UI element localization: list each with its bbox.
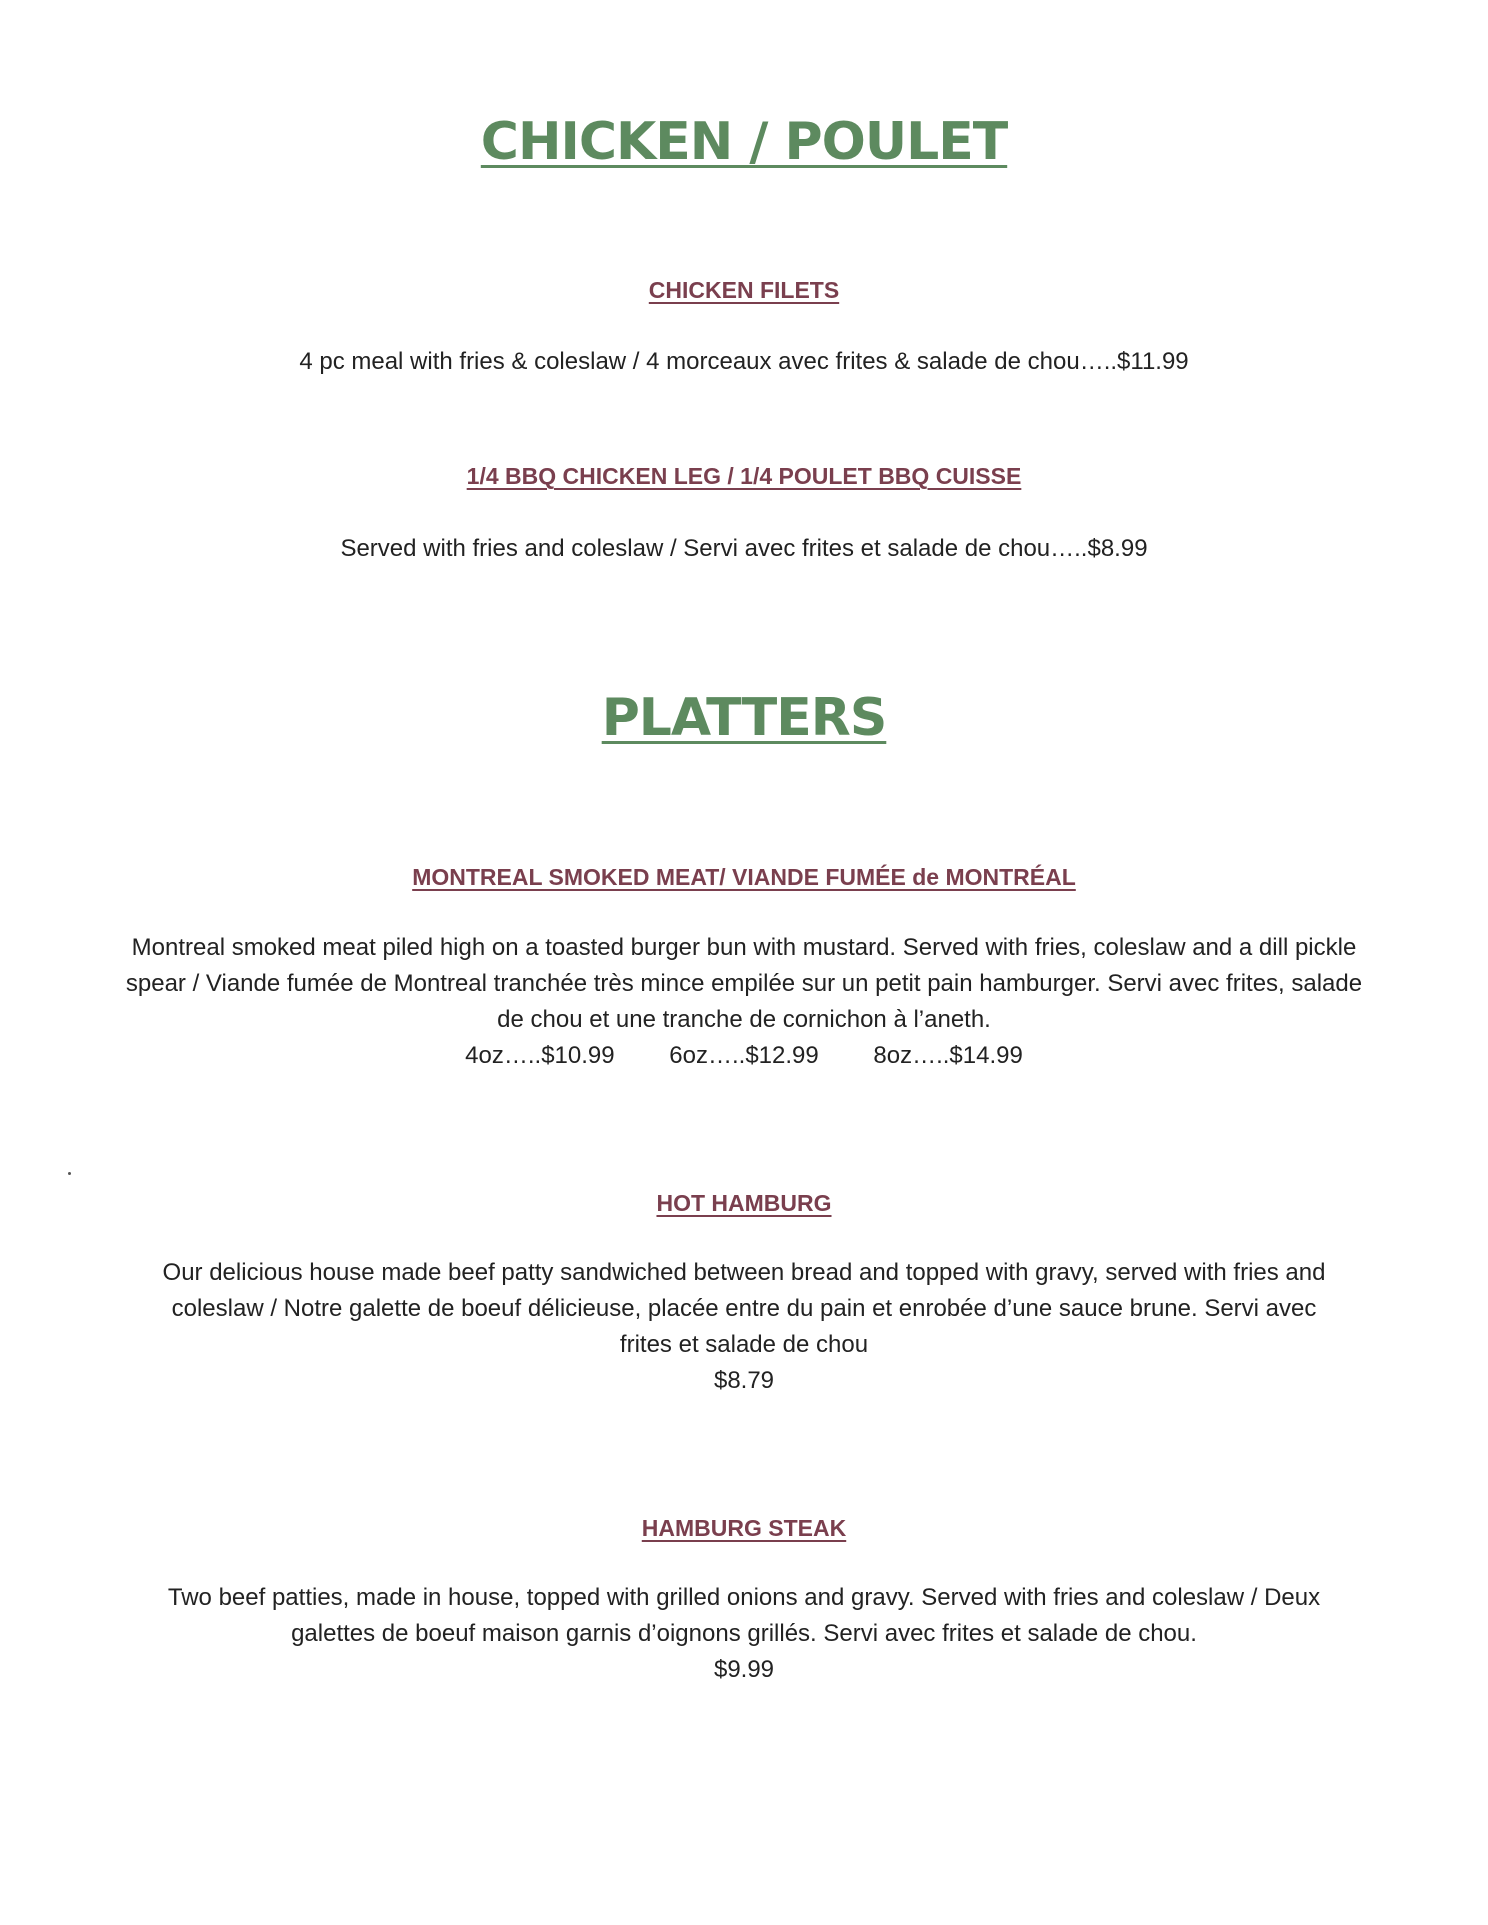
item-desc-montreal-smoked-meat <box>60 930 1428 1074</box>
item-title-hot-hamburg <box>0 1190 1488 1217</box>
desc-line: de chou et une tranche de cornichon à l’aneth. <box>497 1006 991 1033</box>
desc-line: coleslaw / Notre galette de boeuf délicieuse, placée entre du pain et enrobée d’une sauce brune. Servi avec <box>171 1295 1317 1322</box>
item-title-bbq-chicken-leg <box>0 463 1488 490</box>
section-title-platters <box>0 688 1488 748</box>
item-title-bbq-chicken-leg-text: 1/4 BBQ CHICKEN LEG / 1/4 POULET BBQ CUISSE <box>466 463 1022 489</box>
desc-line: frites et salade de chou <box>619 1331 869 1358</box>
price-6oz: 6oz…..$12.99 <box>669 1042 819 1069</box>
item-title-montreal-smoked-meat-text: MONTREAL SMOKED MEAT/ VIANDE FUMÉE de MONTRÉAL <box>412 864 1076 890</box>
desc-line: Montreal smoked meat piled high on a toasted burger bun with mustard. Served with fries, coleslaw and a dill pickle <box>131 934 1357 961</box>
scan-speck <box>68 1172 71 1175</box>
item-desc-hot-hamburg <box>60 1255 1428 1399</box>
item-desc-hamburg-steak <box>60 1580 1428 1688</box>
item-title-montreal-smoked-meat <box>0 864 1488 891</box>
item-title-hamburg-steak <box>0 1515 1488 1542</box>
price-hot-hamburg: $8.79 <box>713 1367 775 1394</box>
price-4oz: 4oz…..$10.99 <box>465 1042 615 1069</box>
desc-line: Two beef patties, made in house, topped with grilled onions and gravy. Served with fries and coleslaw / Deux <box>167 1584 1321 1611</box>
desc-line: Our delicious house made beef patty sandwiched between bread and topped with gravy, served with fries and <box>162 1259 1326 1286</box>
section-title-platters-text: PLATTERS <box>601 688 887 748</box>
desc-line: galettes de boeuf maison garnis d’oignons grillés. Servi avec frites et salade de chou. <box>291 1620 1197 1647</box>
desc-line: spear / Viande fumée de Montreal tranchée très mince empilée sur un petit pain hamburger. Servi avec frites, salade <box>125 970 1363 997</box>
item-desc-chicken-filets-text: 4 pc meal with fries & coleslaw / 4 morceaux avec frites & salade de chou…..$11.99 <box>299 348 1189 375</box>
section-title-chicken <box>0 112 1488 172</box>
item-title-chicken-filets <box>0 277 1488 304</box>
item-title-hot-hamburg-text: HOT HAMBURG <box>656 1190 832 1216</box>
item-title-chicken-filets-text: CHICKEN FILETS <box>648 277 840 303</box>
item-title-hamburg-steak-text: HAMBURG STEAK <box>641 1515 847 1541</box>
price-row-montreal-smoked-meat <box>60 1038 1428 1074</box>
item-desc-bbq-chicken-leg <box>0 531 1488 567</box>
price-hamburg-steak: $9.99 <box>713 1656 775 1683</box>
item-desc-bbq-chicken-leg-text: Served with fries and coleslaw / Servi avec frites et salade de chou…..$8.99 <box>340 535 1148 562</box>
section-title-chicken-text: CHICKEN / POULET <box>480 112 1008 172</box>
price-8oz: 8oz…..$14.99 <box>873 1042 1023 1069</box>
item-desc-chicken-filets <box>0 344 1488 380</box>
